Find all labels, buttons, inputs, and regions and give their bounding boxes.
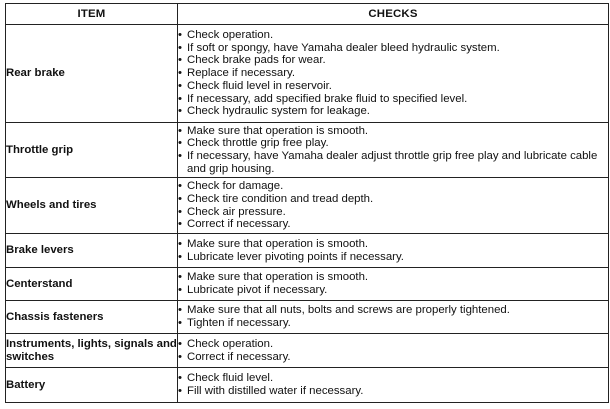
check-text: Check for damage.: [187, 180, 284, 193]
bullet-icon: •: [178, 237, 182, 250]
table-row: [6, 368, 609, 403]
list-item: [178, 29, 608, 42]
list-item: [178, 42, 608, 55]
checks-list: [178, 338, 608, 363]
item-name: Brake levers: [6, 234, 178, 268]
list-item: [178, 351, 608, 364]
check-text: Lubricate pivot if necessary.: [187, 284, 328, 296]
checks-cell: [178, 178, 609, 234]
list-item: [178, 218, 608, 231]
checks-cell: [178, 368, 609, 403]
check-text: Check brake pads for wear.: [187, 54, 326, 67]
bullet-icon: •: [178, 271, 182, 284]
check-text: Correct if necessary.: [187, 218, 291, 231]
bullet-icon: •: [178, 79, 182, 92]
list-item: [178, 284, 608, 297]
check-text: Tighten if necessary.: [187, 317, 291, 329]
checks-list: [178, 180, 608, 231]
check-text: Make sure that all nuts, bolts and screws are properly tightened.: [187, 304, 510, 317]
table-row: [6, 25, 609, 123]
check-text: Make sure that operation is smooth.: [187, 124, 369, 137]
checks-cell: [178, 234, 609, 268]
table-row: [6, 301, 609, 334]
checks-cell: [178, 334, 609, 368]
check-text: Check operation.: [187, 29, 274, 42]
bullet-icon: •: [178, 317, 182, 329]
checks-list: [178, 372, 608, 397]
column-header-item: ITEM: [6, 4, 178, 25]
bullet-icon: •: [178, 105, 182, 118]
check-text: Check hydraulic system for leakage.: [187, 105, 370, 118]
check-text: Make sure that operation is smooth.: [187, 271, 369, 284]
checks-list: [178, 29, 608, 118]
item-name: Instruments, lights, signals and switches: [6, 334, 178, 368]
list-item: [178, 125, 608, 138]
item-name: Wheels and tires: [6, 178, 178, 234]
bullet-icon: •: [178, 41, 182, 54]
bullet-icon: •: [178, 192, 182, 205]
checks-cell: [178, 123, 609, 178]
item-name: Throttle grip: [6, 123, 178, 178]
check-text: If soft or spongy, have Yamaha dealer bleed hydraulic system.: [187, 41, 500, 54]
list-item: [178, 180, 608, 193]
list-item: [178, 271, 608, 284]
check-text: Check fluid level.: [187, 372, 274, 385]
bullet-icon: •: [178, 92, 182, 105]
bullet-icon: •: [178, 372, 182, 385]
list-item: [178, 93, 608, 106]
list-item: [178, 385, 608, 398]
bullet-icon: •: [178, 67, 182, 80]
list-item: [178, 67, 608, 80]
bullet-icon: •: [178, 337, 182, 350]
table-row: [6, 334, 609, 368]
check-text: Check tire condition and tread depth.: [187, 192, 374, 205]
table-row: [6, 234, 609, 268]
check-text: Correct if necessary.: [187, 350, 291, 363]
item-name: Rear brake: [6, 25, 178, 123]
list-item: [178, 206, 608, 219]
bullet-icon: •: [178, 284, 182, 296]
check-text: If necessary, have Yamaha dealer adjust throttle grip free play and lubricate cable and grip housing.: [187, 150, 598, 175]
list-item: [178, 251, 608, 264]
check-text: Lubricate lever pivoting points if necessary.: [187, 250, 404, 263]
bullet-icon: •: [178, 124, 182, 137]
bullet-icon: •: [178, 350, 182, 363]
checks-cell: [178, 301, 609, 334]
checks-list: [178, 238, 608, 263]
table-row: [6, 268, 609, 301]
list-item: [178, 304, 608, 317]
list-item: [178, 150, 608, 175]
check-text: Replace if necessary.: [187, 67, 296, 80]
bullet-icon: •: [178, 385, 182, 397]
bullet-icon: •: [178, 304, 182, 317]
item-name: Battery: [6, 368, 178, 403]
checks-list: [178, 304, 608, 329]
table-header-row: [6, 4, 609, 25]
list-item: [178, 338, 608, 351]
table-row: [6, 123, 609, 178]
checks-cell: [178, 268, 609, 301]
checks-list: [178, 271, 608, 296]
bullet-icon: •: [178, 137, 182, 150]
bullet-icon: •: [178, 150, 182, 162]
item-name: Chassis fasteners: [6, 301, 178, 334]
table-row: [6, 178, 609, 234]
table-body: [6, 25, 609, 403]
check-text: Check fluid level in reservoir.: [187, 79, 332, 92]
maintenance-checks-table: [5, 3, 609, 403]
column-header-checks: CHECKS: [178, 4, 609, 25]
item-name: Centerstand: [6, 268, 178, 301]
list-item: [178, 238, 608, 251]
bullet-icon: •: [178, 29, 182, 42]
list-item: [178, 372, 608, 385]
bullet-icon: •: [178, 218, 182, 231]
bullet-icon: •: [178, 205, 182, 218]
list-item: [178, 137, 608, 150]
check-text: Fill with distilled water if necessary.: [187, 385, 364, 397]
list-item: [178, 193, 608, 206]
bullet-icon: •: [178, 250, 182, 263]
check-text: If necessary, add specified brake fluid to specified level.: [187, 92, 468, 105]
check-text: Make sure that operation is smooth.: [187, 237, 369, 250]
bullet-icon: •: [178, 54, 182, 67]
list-item: [178, 54, 608, 67]
list-item: [178, 80, 608, 93]
check-text: Check operation.: [187, 337, 274, 350]
checks-cell: [178, 25, 609, 123]
list-item: [178, 105, 608, 118]
checks-list: [178, 125, 608, 176]
list-item: [178, 317, 608, 330]
check-text: Check throttle grip free play.: [187, 137, 329, 150]
bullet-icon: •: [178, 180, 182, 193]
check-text: Check air pressure.: [187, 205, 286, 218]
